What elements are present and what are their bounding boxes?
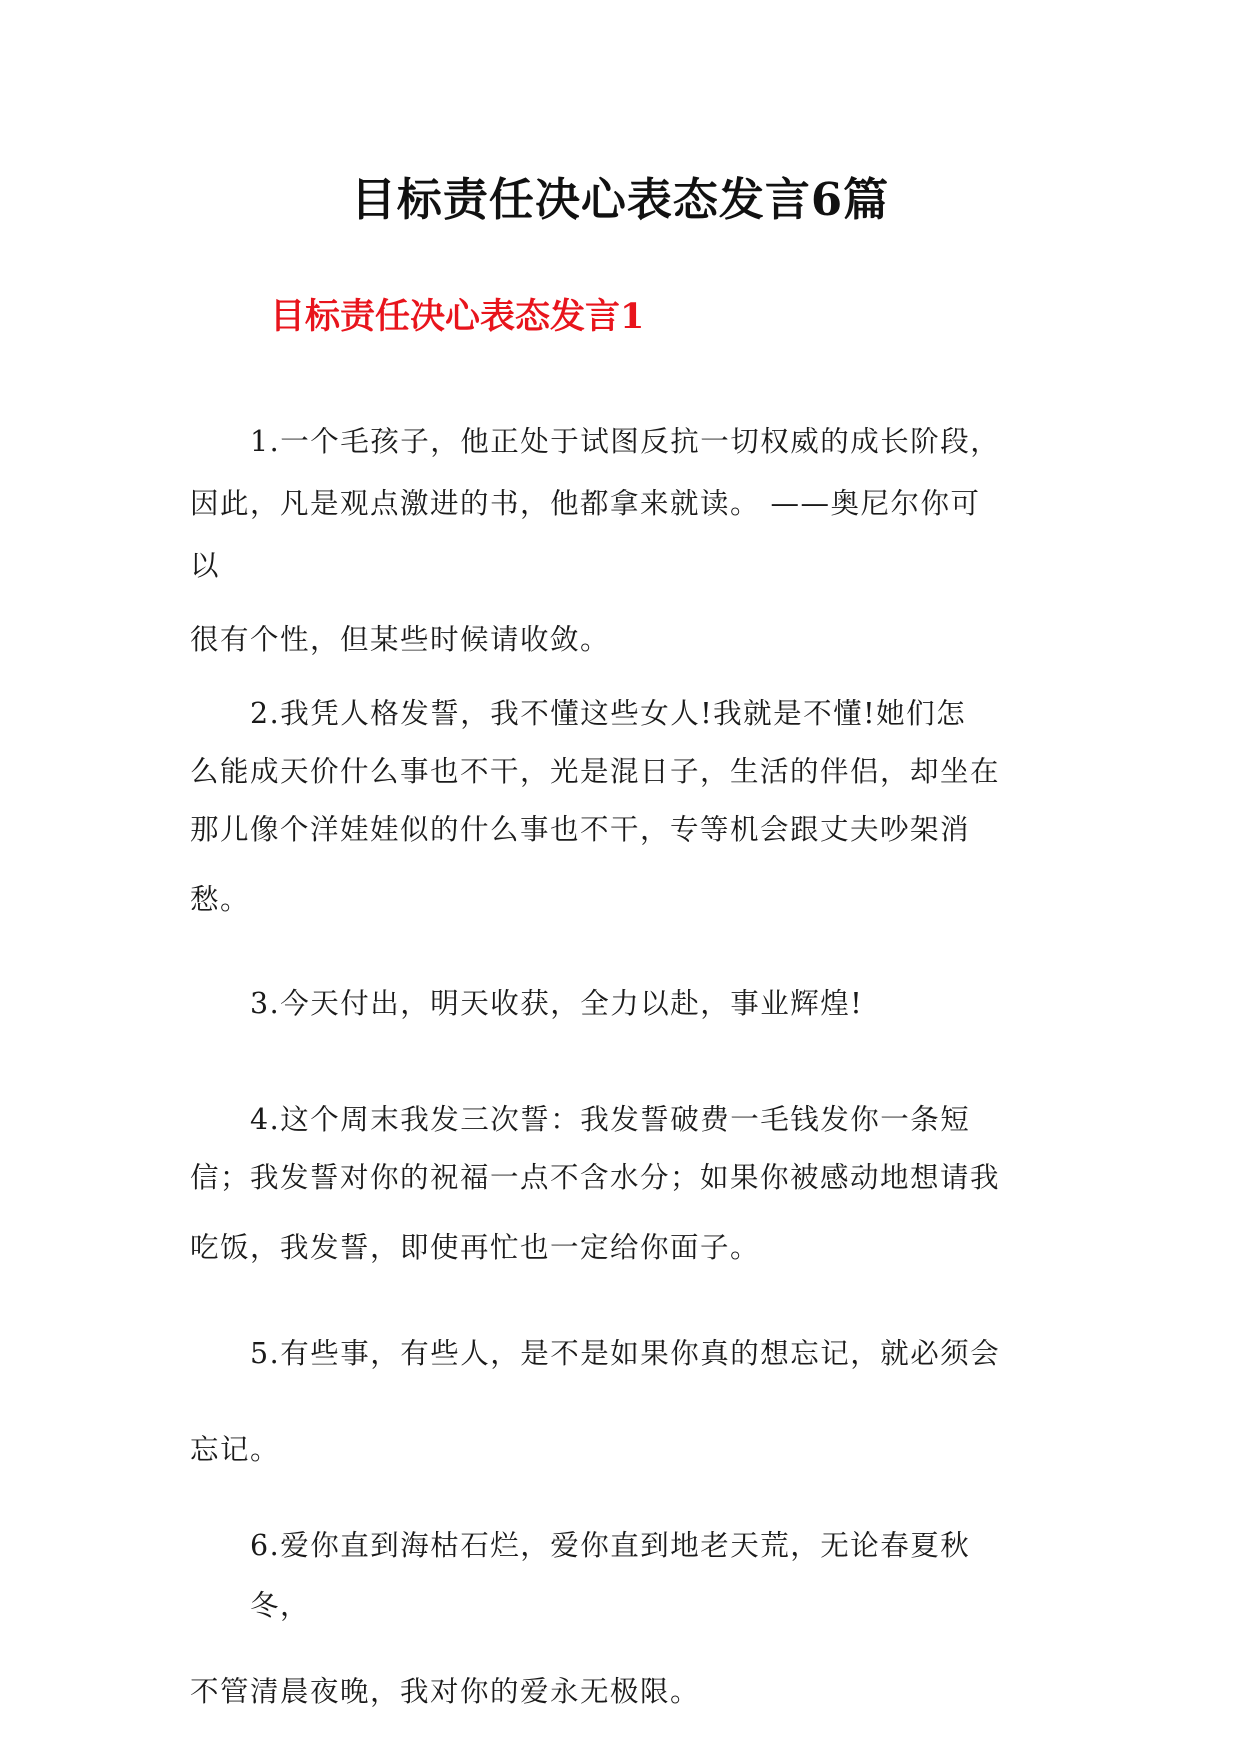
paragraph-line: 因此，凡是观点激进的书，他都拿来就读。 ——奥尼尔你可 [190, 487, 981, 520]
paragraph-line: 忘记。 [190, 1433, 281, 1466]
paragraph-line: 6.爱你直到海枯石烂，爱你直到地老天荒，无论春夏秋 [250, 1529, 971, 1562]
paragraph-line: 吃饭，我发誓，即使再忙也一定给你面子。 [190, 1231, 761, 1264]
paragraph-line: 1.一个毛孩子，他正处于试图反抗一切权威的成长阶段， [250, 425, 1001, 458]
paragraph-line: 2.我凭人格发誓，我不懂这些女人!我就是不懂!她们怎 [250, 697, 967, 730]
paragraph-line: 冬， [250, 1589, 311, 1622]
paragraph-line: 不管清晨夜晚，我对你的爱永无极限。 [190, 1675, 701, 1708]
paragraph-line: 4.这个周末我发三次誓：我发誓破费一毛钱发你一条短 [250, 1103, 971, 1136]
section-title: 目标责任决心表态发言1 [270, 296, 645, 337]
paragraph-line: 5.有些事，有些人，是不是如果你真的想忘记，就必须会 [250, 1337, 1001, 1370]
paragraph-line: 信；我发誓对你的祝福一点不含水分；如果你被感动地想请我 [190, 1161, 1001, 1194]
paragraph-line: 3.今天付出，明天收获，全力以赴，事业辉煌! [250, 987, 864, 1020]
document-title: 目标责任决心表态发言6篇 [350, 173, 890, 226]
paragraph-line: 以 [190, 549, 221, 582]
paragraph-line: 很有个性，但某些时候请收敛。 [190, 623, 611, 656]
paragraph-line: 那儿像个洋娃娃似的什么事也不干，专等机会跟丈夫吵架消 [190, 813, 971, 846]
paragraph-line: 愁。 [190, 883, 251, 916]
paragraph-line: 么能成天价什么事也不干，光是混日子，生活的伴侣，却坐在 [190, 755, 1001, 788]
